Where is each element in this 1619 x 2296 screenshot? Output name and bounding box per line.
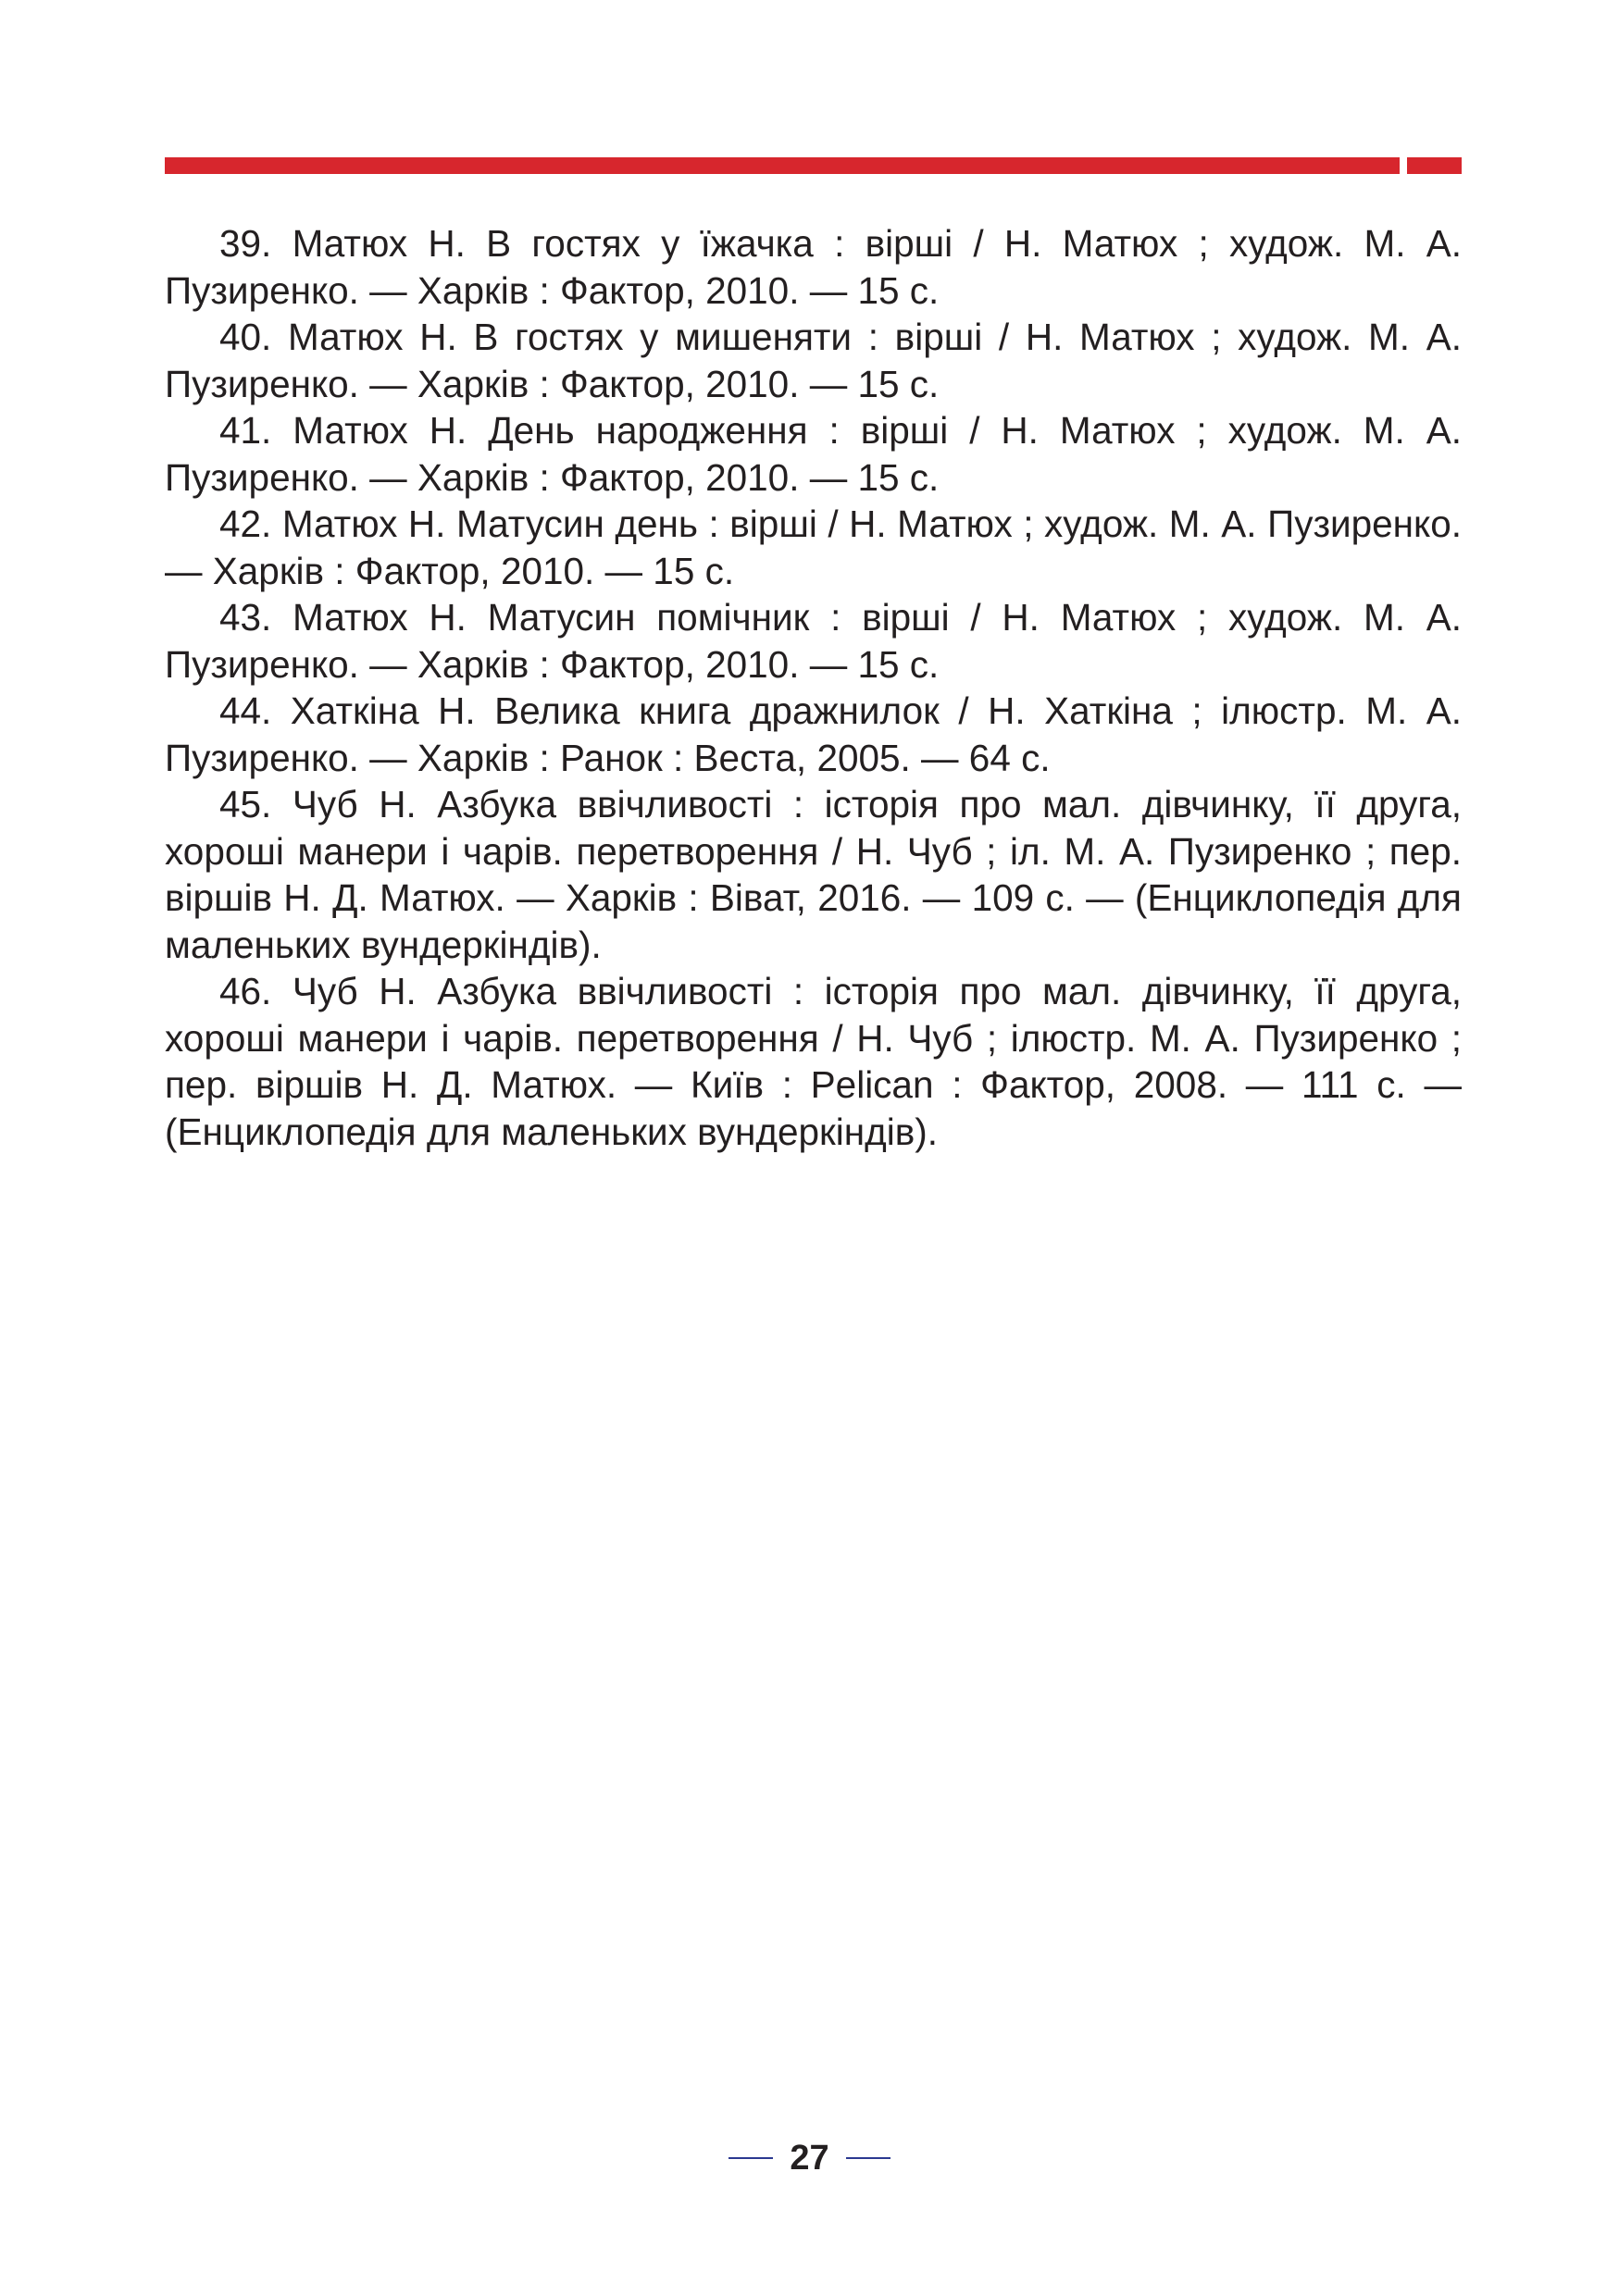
reference-item-40: 40. Матюх Н. В гостях у мишеняти : вірші / Н. Матюх ; худож. М. А. Пузиренко. — Харків : Фактор, 2010. — 15 с. (165, 316, 1462, 405)
reference-item-46: 46. Чуб Н. Азбука ввічливості : історія про мал. дівчинку, її друга, хороші манери і чарів. перетворення / Н. Чуб ; ілюстр. М. А. Пузиренко ; пер. віршів Н. Д. Матюх. — Київ : Pelican : Фактор, 2008. — 111 с. — (Енциклопедія для маленьких вундеркіндів). (165, 970, 1462, 1153)
reference-item-41: 41. Матюх Н. День народження : вірші / Н. Матюх ; худож. М. А. Пузиренко. — Харків : Фактор, 2010. — 15 с. (165, 409, 1462, 499)
reference-item-43: 43. Матюх Н. Матусин помічник : вірші / Н. Матюх ; худож. М. А. Пузиренко. — Харків : Фактор, 2010. — 15 с. (165, 596, 1462, 686)
page-number: 27 (790, 2139, 829, 2178)
header-accent-bar-end (1407, 157, 1462, 174)
page-footer (0, 2138, 1619, 2178)
footer-rule-right (846, 2157, 890, 2159)
header-accent-bar (165, 157, 1400, 174)
reference-list (165, 220, 1462, 1155)
reference-item-42: 42. Матюх Н. Матусин день : вірші / Н. Матюх ; худож. М. А. Пузиренко. — Харків : Фактор, 2010. — 15 с. (165, 503, 1462, 592)
reference-item-39: 39. Матюх Н. В гостях у їжачка : вірші / Н. Матюх ; худож. М. А. Пузиренко. — Харків : Фактор, 2010. — 15 с. (165, 222, 1462, 312)
footer-rule-left (729, 2157, 773, 2159)
reference-item-44: 44. Хаткіна Н. Велика книга дражнилок / Н. Хаткіна ; ілюстр. М. А. Пузиренко. — Харків : Ранок : Веста, 2005. — 64 с. (165, 689, 1462, 779)
reference-item-45: 45. Чуб Н. Азбука ввічливості : історія про мал. дівчинку, її друга, хороші манери і чарів. перетворення / Н. Чуб ; іл. М. А. Пузиренко ; пер. віршів Н. Д. Матюх. — Харків : Віват, 2016. — 109 с. — (Енциклопедія для маленьких вундеркіндів). (165, 783, 1462, 966)
